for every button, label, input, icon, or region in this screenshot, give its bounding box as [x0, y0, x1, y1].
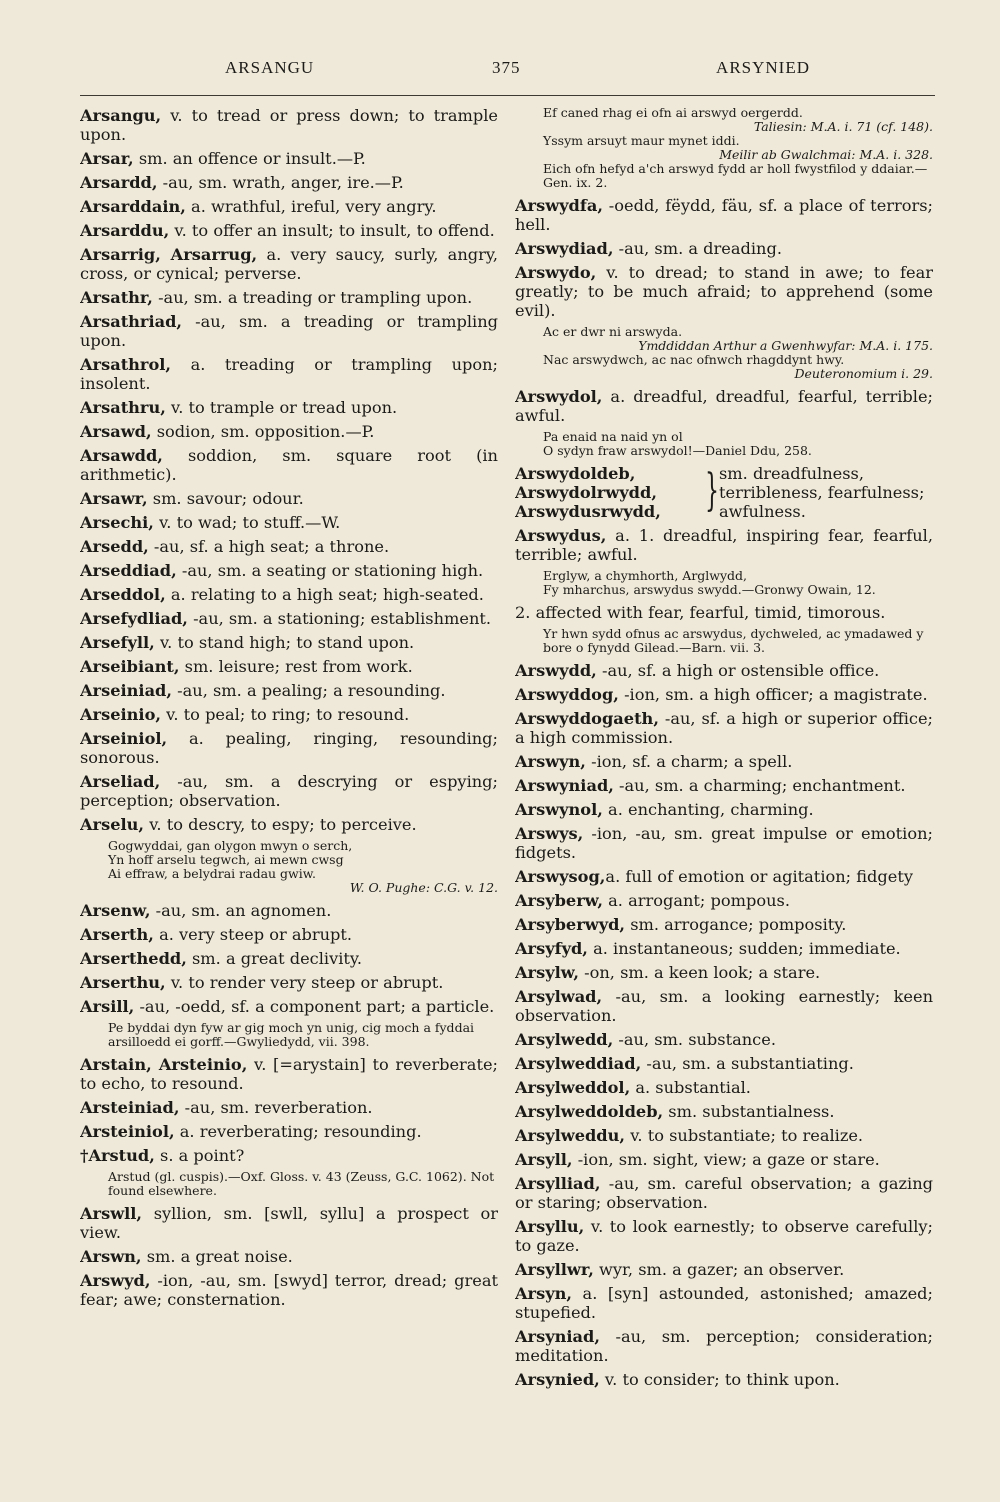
- headword: Arsill,: [80, 997, 135, 1016]
- headword: Arswydo,: [515, 263, 597, 282]
- dictionary-entry: [515, 661, 933, 680]
- definition: -au, sm. perception; consideration; meditation.: [515, 1327, 933, 1365]
- headword: Arsylweddoldeb,: [515, 1102, 664, 1121]
- headword: Arsathr,: [80, 288, 153, 307]
- entry-list: [80, 901, 498, 1016]
- dictionary-entry: [515, 709, 933, 747]
- headword: Arselu,: [80, 815, 145, 834]
- headword: Arsylwedd,: [515, 1030, 614, 1049]
- definition: -ion, sm. sight, view; a gaze or stare.: [572, 1150, 880, 1169]
- headword: Arsyll,: [515, 1150, 573, 1169]
- headword: Arswyniad,: [515, 776, 614, 795]
- definition: -au, sf. a high or ostensible office.: [596, 661, 880, 680]
- definition: v. to substantiate; to realize.: [625, 1126, 864, 1145]
- quote-line: Yr hwn sydd ofnus ac arswydus, dychweled, ac ymadawed y bore o fynydd Gilead.—Barn. vii. 3.: [543, 626, 924, 655]
- definition: v. to descry, to espy; to perceive.: [144, 815, 417, 834]
- quote-source: Taliesin: M.A. i. 71 (cf. 148).: [753, 119, 933, 134]
- headword: Arsangu,: [80, 106, 162, 125]
- definition: v. to offer an insult; to insult, to offend.: [169, 221, 495, 240]
- page-number: 375: [492, 58, 521, 77]
- dictionary-entry: [80, 173, 498, 192]
- headword: Arswynol,: [515, 800, 603, 819]
- dictionary-entry: [515, 891, 933, 910]
- definition: sm. leisure; rest from work.: [179, 657, 413, 676]
- page-header: [80, 58, 935, 88]
- definition: syllion, sm. [swll, syllu] a prospect or view.: [80, 1204, 498, 1242]
- dictionary-entry: [80, 149, 498, 168]
- headword: Arsylweddol,: [515, 1078, 631, 1097]
- dictionary-entry: [80, 561, 498, 580]
- quotation: [543, 106, 933, 190]
- definition: -ion, sm. a high officer; a magistrate.: [618, 685, 928, 704]
- dictionary-entry: [515, 196, 933, 234]
- dictionary-entry: [80, 815, 498, 834]
- headword: Arseiniol,: [80, 729, 168, 748]
- headword: Arseddiad,: [80, 561, 177, 580]
- definition: sm. a great declivity.: [186, 949, 363, 968]
- dictionary-entry: [80, 973, 498, 992]
- quote-line: Ai effraw, a belydrai radau gwiw.: [108, 866, 316, 881]
- definition: sm. an offence or insult.—P.: [133, 149, 366, 168]
- grouped-headwords: [515, 464, 705, 521]
- dictionary-entry: [80, 949, 498, 968]
- dictionary-entry: [515, 685, 933, 704]
- headword: Arsyberwyd,: [515, 915, 626, 934]
- headword: Arsenw,: [80, 901, 151, 920]
- entry-list: [515, 387, 933, 425]
- definition: v. to stand high; to stand upon.: [154, 633, 415, 652]
- headword: Arstain, Arsteinio,: [80, 1055, 248, 1074]
- grouped-definition: sm. dreadfulness, terribleness, fearfulness; awfulness.: [719, 464, 925, 521]
- definition: -oedd, fëydd, fäu, sf. a place of terrors; hell.: [515, 196, 933, 234]
- headword: Arsylweddiad,: [515, 1054, 642, 1073]
- dictionary-entry: [515, 1260, 933, 1279]
- headword: Arseliad,: [80, 772, 161, 791]
- dictionary-entry: [80, 1271, 498, 1309]
- headword: Arsedd,: [80, 537, 149, 556]
- definition: -au, sm. a dreading.: [613, 239, 782, 258]
- dictionary-entry: [80, 398, 498, 417]
- definition: -ion, sf. a charm; a spell.: [585, 752, 793, 771]
- quote-source: W. O. Pughe: C.G. v. 12.: [349, 880, 498, 895]
- brace-icon: }: [705, 465, 719, 516]
- dictionary-entry: [80, 772, 498, 810]
- headword: †Arstud,: [80, 1146, 155, 1165]
- headword: Arswydfa,: [515, 196, 603, 215]
- dictionary-entry: [80, 901, 498, 920]
- definition: sodion, sm. opposition.—P.: [151, 422, 375, 441]
- quote-line: Yn hoff arselu tegwch, ai mewn cwsg: [108, 852, 344, 867]
- quote-line: Pe byddai dyn fyw ar gig moch yn unig, cig moch a fyddai arsilloedd ei gorff.—Gwyliedydd, vii. 398.: [108, 1020, 475, 1049]
- headword: Arsathru,: [80, 398, 166, 417]
- dictionary-entry: [515, 1078, 933, 1097]
- dictionary-entry: [80, 106, 498, 144]
- dictionary-entry: [515, 963, 933, 982]
- headword: Arswys,: [515, 824, 584, 843]
- dictionary-entry: [80, 197, 498, 216]
- dictionary-entry: [515, 915, 933, 934]
- headword: Arsawd,: [80, 422, 152, 441]
- headword: Arserth,: [80, 925, 154, 944]
- dictionary-entry: [80, 513, 498, 532]
- quote-source: Meilir ab Gwalchmai: M.A. i. 328.: [719, 147, 933, 162]
- definition: -au, sm. a charming; enchantment.: [613, 776, 906, 795]
- definition: -au, sf. a high or superior office; a high commission.: [515, 709, 933, 747]
- headword: Arsefydliad,: [80, 609, 188, 628]
- dictionary-entry: [515, 824, 933, 862]
- definition: -on, sm. a keen look; a stare.: [579, 963, 821, 982]
- right-column: [515, 106, 933, 1426]
- headword: Arsteiniol,: [80, 1122, 175, 1141]
- dictionary-entry: [515, 1284, 933, 1322]
- headword: Arsarrig, Arsarrug,: [80, 245, 258, 264]
- definition: s. a point?: [154, 1146, 245, 1165]
- headword: Arsar,: [80, 149, 134, 168]
- headword: Arswydoldeb,: [515, 464, 636, 483]
- dictionary-entry: [80, 355, 498, 393]
- headword: Arsarddain,: [80, 197, 186, 216]
- definition: -au, sm. wrath, anger, ire.—P.: [157, 173, 404, 192]
- dictionary-entry: [80, 489, 498, 508]
- definition: sm. arrogance; pomposity.: [625, 915, 847, 934]
- dictionary-entry: [80, 657, 498, 676]
- quote-line: Ef caned rhag ei ofn ai arswyd oergerdd.: [543, 106, 803, 120]
- headword: Arsawr,: [80, 489, 148, 508]
- definition: a. [syn] astounded, astonished; amazed; stupefied.: [515, 1284, 933, 1322]
- dictionary-entry: [80, 681, 498, 700]
- definition: a. treading or trampling upon; insolent.: [80, 355, 498, 393]
- headword: Arsathriad,: [80, 312, 183, 331]
- headword: Arseiniad,: [80, 681, 173, 700]
- headword: Arsyllu,: [515, 1217, 585, 1236]
- dictionary-entry: [515, 800, 933, 819]
- definition: v. to dread; to stand in awe; to fear greatly; to be much afraid; to apprehend (some evil).: [515, 263, 933, 320]
- definition: sm. substantialness.: [663, 1102, 835, 1121]
- grouped-entry: [515, 464, 933, 521]
- dictionary-entry: [80, 221, 498, 240]
- definition: a. full of emotion or agitation; fidgety: [605, 867, 914, 886]
- dictionary-entry: [80, 245, 498, 283]
- definition: v. to consider; to think upon.: [599, 1370, 840, 1389]
- headword: Arswydiad,: [515, 239, 614, 258]
- definition: -au, sm. a pealing; a resounding.: [172, 681, 446, 700]
- headword: Arsardd,: [80, 173, 158, 192]
- headword: Arswysog,: [515, 867, 606, 886]
- quote-line: Arstud (gl. cuspis).—Oxf. Gloss. v. 43 (Zeuss, G.C. 1062). Not found elsewhere.: [108, 1169, 495, 1198]
- headword: Arswn,: [80, 1247, 142, 1266]
- dictionary-entry: [515, 1174, 933, 1212]
- definition: v. to peal; to ring; to resound.: [161, 705, 410, 724]
- quote-line: Ac er dwr ni arswyda.: [543, 324, 683, 339]
- headword: Arswyddog,: [515, 685, 619, 704]
- dictionary-entry: [80, 1098, 498, 1117]
- headword: Arseinio,: [80, 705, 162, 724]
- dictionary-entry: [515, 1102, 933, 1121]
- quote-line: O sydyn fraw arswydol!—Daniel Ddu, 258.: [543, 443, 812, 458]
- dictionary-entry: [80, 609, 498, 628]
- entry-list: [515, 526, 933, 564]
- headword: Arsefyll,: [80, 633, 155, 652]
- dictionary-entry: [80, 729, 498, 767]
- definition: a. dreadful, dreadful, fearful, terrible; awful.: [515, 387, 933, 425]
- definition: a. pealing, ringing, resounding; sonorous.: [80, 729, 498, 767]
- definition: -au, sm. a treading or trampling upon.: [80, 312, 498, 350]
- definition: a. instantaneous; sudden; immediate.: [587, 939, 901, 958]
- definition: a. enchanting, charming.: [602, 800, 814, 819]
- quote-line: Yssym arsuyt maur mynet iddi.: [543, 133, 740, 148]
- dictionary-entry: [515, 1217, 933, 1255]
- quotation: [543, 325, 933, 381]
- dictionary-entry: [80, 312, 498, 350]
- entry-list: [80, 1204, 498, 1309]
- definition: -au, sm. an agnomen.: [150, 901, 332, 920]
- headword: Arseddol,: [80, 585, 166, 604]
- dictionary-entry: [515, 1370, 933, 1389]
- running-head-right: ARSYNIED: [716, 58, 810, 77]
- headword: Arsyn,: [515, 1284, 573, 1303]
- definition: sm. savour; odour.: [147, 489, 304, 508]
- headword: Arsteiniad,: [80, 1098, 180, 1117]
- definition: v. to render very steep or abrupt.: [165, 973, 444, 992]
- dictionary-entry: [80, 288, 498, 307]
- dictionary-entry: [515, 1030, 933, 1049]
- definition: a. substantial.: [630, 1078, 751, 1097]
- quotation: [543, 430, 933, 458]
- dictionary-entry: [80, 705, 498, 724]
- headword: Arserthu,: [80, 973, 166, 992]
- headword: Arswydus,: [515, 526, 607, 545]
- definition: a. arrogant; pompous.: [603, 891, 790, 910]
- dictionary-entry: [80, 422, 498, 441]
- definition: a. reverberating; resounding.: [174, 1122, 422, 1141]
- dictionary-entry: [515, 387, 933, 425]
- dictionary-entry: [80, 1204, 498, 1242]
- definition: wyr, sm. a gazer; an observer.: [593, 1260, 845, 1279]
- quote-line: Gogwyddai, gan olygon mwyn o serch,: [108, 838, 353, 853]
- dictionary-entry: [515, 1054, 933, 1073]
- definition: -au, sm. a descrying or espying; perception; observation.: [80, 772, 498, 810]
- dictionary-entry: [515, 526, 933, 564]
- headword: Arsyfyd,: [515, 939, 588, 958]
- dictionary-entry: [80, 1122, 498, 1141]
- definition: -au, sm. a stationing; establishment.: [187, 609, 492, 628]
- definition: -au, sf. a high seat; a throne.: [148, 537, 390, 556]
- headword: Arsechi,: [80, 513, 154, 532]
- headword: Arswyd,: [80, 1271, 151, 1290]
- quotation: [543, 569, 933, 597]
- headword: Arserthedd,: [80, 949, 187, 968]
- headword: Arsyniad,: [515, 1327, 600, 1346]
- quote-source: Deuteronomium i. 29.: [794, 366, 933, 381]
- headword: Arsylweddu,: [515, 1126, 626, 1145]
- definition: v. [=arystain] to reverberate; to echo, to resound.: [80, 1055, 498, 1093]
- quotation: [543, 627, 933, 655]
- dictionary-entry: [515, 239, 933, 258]
- definition: v. to wad; to stuff.—W.: [153, 513, 341, 532]
- dictionary-entry: [515, 263, 933, 320]
- definition: -au, -oedd, sf. a component part; a particle.: [134, 997, 495, 1016]
- definition: -au, sm. careful observation; a gazing or staring; observation.: [515, 1174, 933, 1212]
- headword: Arseibiant,: [80, 657, 180, 676]
- dictionary-entry: [80, 997, 498, 1016]
- dictionary-entry: [515, 1126, 933, 1145]
- dictionary-entry: [515, 1150, 933, 1169]
- dictionary-entry: [80, 1146, 498, 1165]
- headword: Arswydd,: [515, 661, 597, 680]
- dictionary-entry: [515, 752, 933, 771]
- definition: a. wrathful, ireful, very angry.: [185, 197, 437, 216]
- headword: Arsathrol,: [80, 355, 172, 374]
- entry-list: [80, 106, 498, 834]
- headword: Arsyberw,: [515, 891, 604, 910]
- quotation: [108, 1021, 498, 1049]
- definition: soddion, sm. square root (in arithmetic).: [80, 446, 498, 484]
- headword: Arsylw,: [515, 963, 580, 982]
- dictionary-entry: [515, 867, 933, 886]
- dictionary-entry: [515, 987, 933, 1025]
- entry-list: [80, 1055, 498, 1165]
- dictionary-entry: [80, 585, 498, 604]
- definition: -ion, -au, sm. great impulse or emotion; fidgets.: [515, 824, 933, 862]
- quotation: [108, 839, 498, 895]
- definition: -ion, -au, sm. [swyd] terror, dread; great fear; awe; consternation.: [80, 1271, 498, 1309]
- sense-entry: 2. affected with fear, fearful, timid, timorous.: [515, 603, 886, 622]
- definition: a. very steep or abrupt.: [153, 925, 353, 944]
- headword: Arswydusrwydd,: [515, 502, 661, 521]
- left-column: [80, 106, 498, 1426]
- definition: -au, sm. a substantiating.: [641, 1054, 854, 1073]
- dictionary-entry: [80, 446, 498, 484]
- dictionary-entry: [80, 925, 498, 944]
- entry-list: [515, 196, 933, 320]
- dictionary-entry: [515, 939, 933, 958]
- headword: Arsarddu,: [80, 221, 170, 240]
- definition: -au, sm. a looking earnestly; keen observation.: [515, 987, 933, 1025]
- headword: Arswydolrwydd,: [515, 483, 657, 502]
- quote-line: Fy mharchus, arswydus swydd.—Gronwy Owain, 12.: [543, 582, 876, 597]
- entry-list: [515, 661, 933, 1389]
- definition: a. relating to a high seat; high-seated.: [165, 585, 484, 604]
- headword: Arswyddogaeth,: [515, 709, 659, 728]
- definition: -au, sm. substance.: [613, 1030, 776, 1049]
- dictionary-entry: [80, 633, 498, 652]
- dictionary-entry: [80, 1247, 498, 1266]
- definition: -au, sm. a seating or stationing high.: [176, 561, 484, 580]
- definition: sm. a great noise.: [141, 1247, 293, 1266]
- definition: a. very saucy, surly, angry, cross, or cynical; perverse.: [80, 245, 498, 283]
- definition: -au, sm. a treading or trampling upon.: [152, 288, 473, 307]
- definition: v. to look earnestly; to observe carefully; to gaze.: [515, 1217, 933, 1255]
- headword: Arsylwad,: [515, 987, 603, 1006]
- dictionary-entry: [80, 537, 498, 556]
- quote-line: Pa enaid na naid yn ol: [543, 429, 683, 444]
- headword: Arsynied,: [515, 1370, 600, 1389]
- headword: Arsylliad,: [515, 1174, 601, 1193]
- dictionary-entry: [80, 1055, 498, 1093]
- quote-line: Erglyw, a chymhorth, Arglwydd,: [543, 568, 748, 583]
- definition: a. 1. dreadful, inspiring fear, fearful, terrible; awful.: [515, 526, 933, 564]
- headword: Arsawdd,: [80, 446, 163, 465]
- definition: -au, sm. reverberation.: [179, 1098, 373, 1117]
- headword: Arswydol,: [515, 387, 603, 406]
- dictionary-entry: [515, 776, 933, 795]
- headword: Arswyn,: [515, 752, 586, 771]
- quote-source: Ymddiddan Arthur a Gwenhwyfar: M.A. i. 175.: [638, 338, 933, 353]
- headword: Arswll,: [80, 1204, 143, 1223]
- quotation: [108, 1170, 498, 1198]
- definition: v. to tread or press down; to trample upon.: [80, 106, 498, 144]
- dictionary-entry: [515, 1327, 933, 1365]
- quote-line: Eich ofn hefyd a'ch arswyd fydd ar holl fwystfilod y ddaiar.—Gen. ix. 2.: [543, 161, 928, 190]
- quote-line: Nac arswydwch, ac nac ofnwch rhagddynt hwy.: [543, 352, 845, 367]
- headword: Arsyllwr,: [515, 1260, 594, 1279]
- header-rule: [80, 95, 935, 96]
- definition: v. to trample or tread upon.: [165, 398, 398, 417]
- running-head-left: ARSANGU: [225, 58, 315, 77]
